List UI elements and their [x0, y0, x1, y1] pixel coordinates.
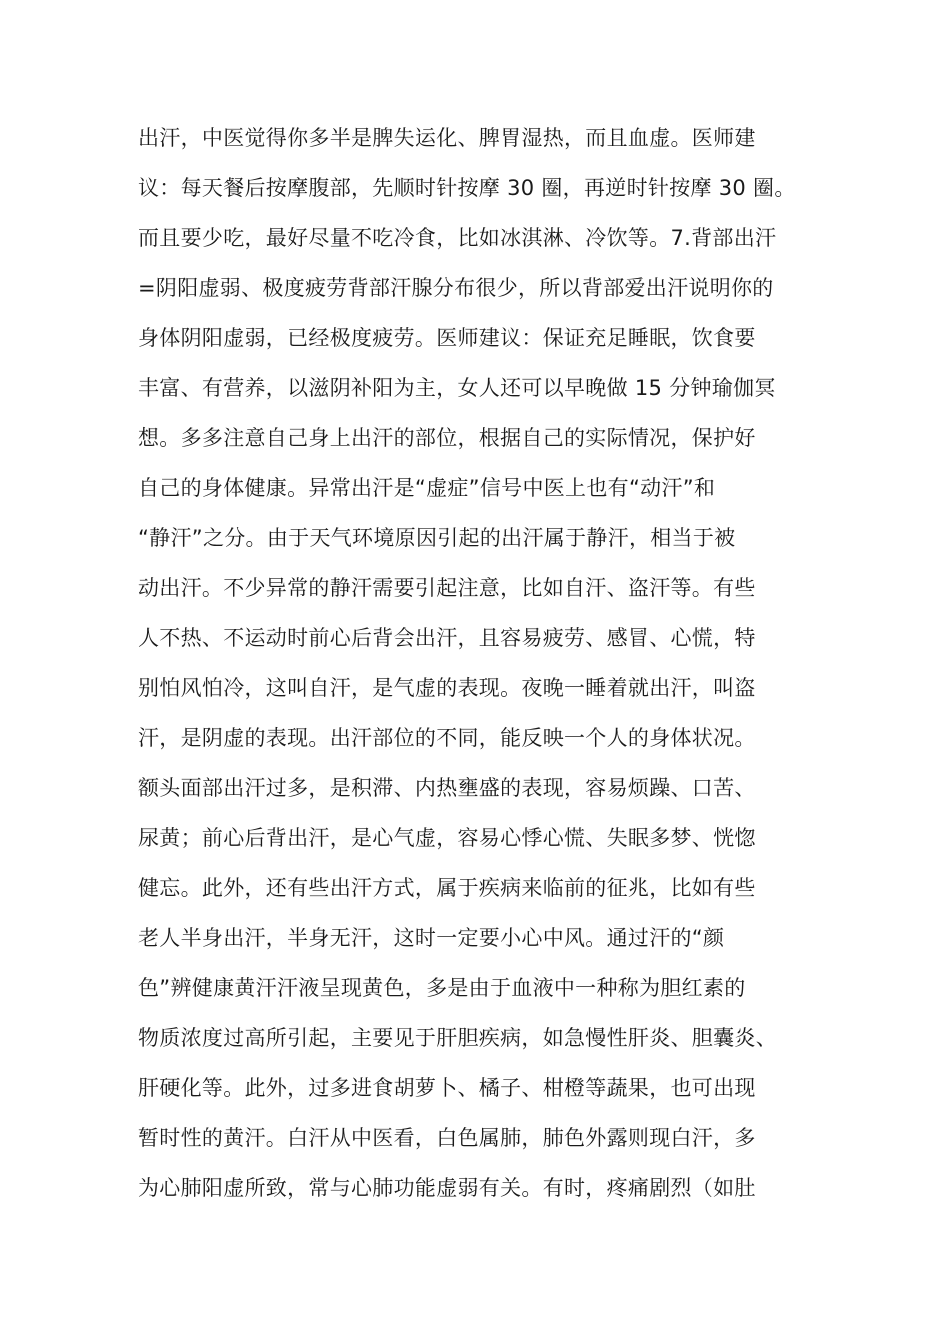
text-line: 身体阴阳虚弱，已经极度疲劳。医师建议：保证充足睡眠，饮食要 — [138, 326, 756, 350]
text-line: 丰富、有营养，以滋阴补阳为主，女人还可以早晚做 15 分钟瑜伽冥 — [138, 376, 776, 400]
text-line: 想。多多注意自己身上出汗的部位，根据自己的实际情况，保护好 — [138, 426, 756, 450]
text-line: 为心肺阳虚所致，常与心肺功能虚弱有关。有时，疼痛剧烈（如肚 — [138, 1176, 756, 1200]
text-line: 动出汗。不少异常的静汗需要引起注意，比如自汗、盗汗等。有些 — [138, 576, 756, 600]
text-line: 出汗，中医觉得你多半是脾失运化、脾胃湿热，而且血虚。医师建 — [138, 126, 756, 150]
text-line: 物质浓度过高所引起，主要见于肝胆疾病，如急慢性肝炎、胆囊炎、 — [138, 1026, 777, 1050]
text-line: 色”辨健康黄汗汗液呈现黄色，多是由于血液中一种称为胆红素的 — [138, 976, 746, 1000]
text-line: 暂时性的黄汗。白汗从中医看，白色属肺，肺色外露则现白汗，多 — [138, 1126, 756, 1150]
text-line: 尿黄；前心后背出汗，是心气虚，容易心悸心慌、失眠多梦、恍惚 — [138, 826, 756, 850]
text-line: =阴阳虚弱、极度疲劳背部汗腺分布很少，所以背部爱出汗说明你的 — [138, 276, 774, 300]
text-line: 议：每天餐后按摩腹部，先顺时针按摩 30 圈，再逆时针按摩 30 圈。 — [138, 176, 796, 200]
text-line: 汗，是阴虚的表现。出汗部位的不同，能反映一个人的身体状况。 — [138, 726, 756, 750]
text-line: 额头面部出汗过多，是积滞、内热壅盛的表现，容易烦躁、口苦、 — [138, 776, 756, 800]
text-line: 自己的身体健康。异常出汗是“虚症”信号中医上也有“动汗”和 — [138, 476, 716, 500]
text-line: 健忘。此外，还有些出汗方式，属于疾病来临前的征兆，比如有些 — [138, 876, 756, 900]
body-text — [138, 113, 818, 1213]
text-line: 别怕风怕冷，这叫自汗，是气虚的表现。夜晚一睡着就出汗，叫盗 — [138, 676, 756, 700]
text-line: 而且要少吃，最好尽量不吃冷食，比如冰淇淋、冷饮等。7.背部出汗 — [138, 226, 777, 250]
text-line: 肝硬化等。此外，过多进食胡萝卜、橘子、柑橙等蔬果，也可出现 — [138, 1076, 756, 1100]
text-line: 老人半身出汗，半身无汗，这时一定要小心中风。通过汗的“颜 — [138, 926, 725, 950]
text-line: 人不热、不运动时前心后背会出汗，且容易疲劳、感冒、心慌，特 — [138, 626, 756, 650]
text-line: “静汗”之分。由于天气环境原因引起的出汗属于静汗，相当于被 — [138, 526, 736, 550]
